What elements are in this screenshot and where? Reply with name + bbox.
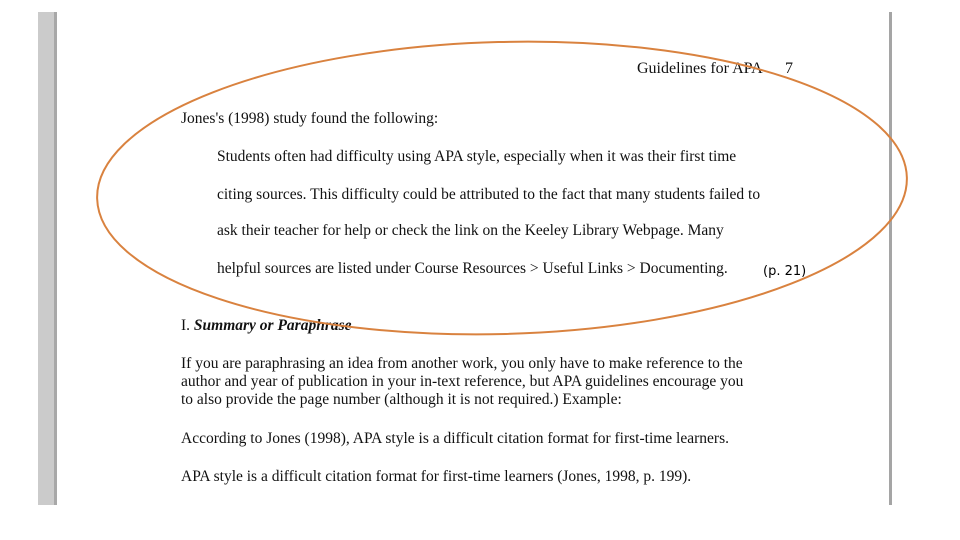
page-number: 7 bbox=[785, 60, 793, 77]
page-right-border bbox=[889, 12, 892, 505]
intro-sentence: Jones's (1998) study found the following: bbox=[181, 110, 439, 127]
page-left-shadow bbox=[38, 12, 54, 505]
section-numeral: I. bbox=[181, 317, 191, 334]
paragraph-line: author and year of publication in your in-text reference, but APA guidelines encourage you bbox=[181, 373, 744, 390]
block-quote-line: ask their teacher for help or check the link on the Keeley Library Webpage. Many bbox=[217, 222, 724, 239]
paragraph-line: to also provide the page number (although it is not required.) Example: bbox=[181, 391, 622, 408]
block-quote-line: Students often had difficulty using APA style, especially when it was their first time bbox=[217, 148, 737, 165]
example-narrative-citation: According to Jones (1998), APA style is a difficult citation format for first-time learners. bbox=[181, 430, 729, 447]
running-head: Guidelines for APA bbox=[637, 60, 763, 77]
paragraph-line: If you are paraphrasing an idea from another work, you only have to make reference to the bbox=[181, 355, 743, 372]
page-left-border bbox=[54, 12, 57, 505]
page-citation-annotation: (p. 21) bbox=[763, 264, 807, 279]
block-quote-line: helpful sources are listed under Course Resources > Useful Links > Documenting. bbox=[217, 260, 728, 277]
section-heading bbox=[181, 317, 352, 335]
section-title: Summary or Paraphrase bbox=[193, 317, 352, 334]
block-quote-line: citing sources. This difficulty could be attributed to the fact that many students failed to bbox=[217, 186, 761, 203]
example-parenthetical-citation: APA style is a difficult citation format for first-time learners (Jones, 1998, p. 199). bbox=[181, 468, 692, 485]
